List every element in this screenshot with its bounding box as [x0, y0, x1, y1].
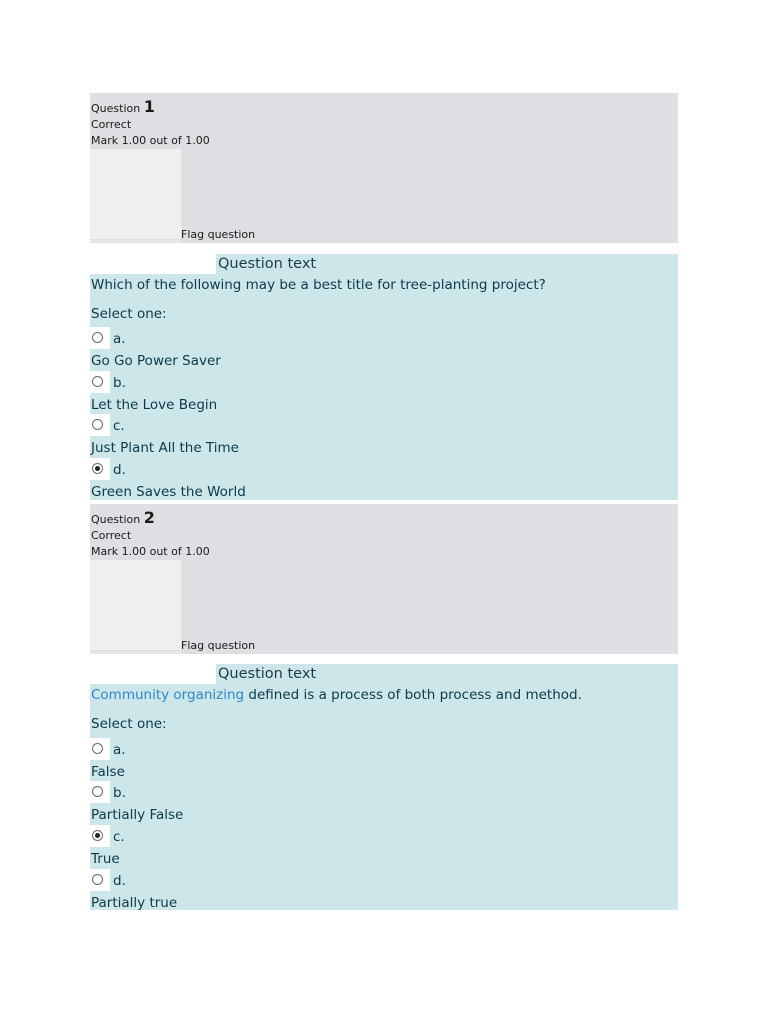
flag-icon[interactable] — [90, 560, 181, 650]
option-answer: Go Go Power Saver — [91, 353, 221, 369]
radio-wrap — [90, 738, 110, 760]
option-letter: a. — [113, 742, 126, 758]
question-label: Question — [91, 513, 141, 526]
flag-question-link[interactable]: Flag question — [181, 639, 256, 652]
option-answer: Partially true — [91, 895, 178, 911]
radio-wrap — [90, 414, 110, 436]
option-answer: Let the Love Begin — [91, 397, 218, 413]
option-letter: d. — [113, 462, 126, 478]
question-text-label: Question text — [218, 256, 317, 272]
flag-icon[interactable] — [90, 149, 181, 239]
question-2-header — [91, 510, 210, 560]
question-2-info — [90, 504, 678, 654]
radio-button[interactable] — [92, 376, 103, 387]
question-1-content — [90, 254, 678, 500]
question-mark: Mark 1.00 out of 1.00 — [91, 134, 210, 147]
option-letter: c. — [113, 418, 125, 434]
question-1-header — [91, 99, 210, 149]
option-letter: d. — [113, 873, 126, 889]
radio-wrap — [90, 371, 110, 393]
flag-divider — [90, 651, 181, 654]
radio-button[interactable] — [92, 743, 103, 754]
radio-button-checked[interactable] — [92, 463, 103, 474]
question-label: Question — [91, 102, 141, 115]
option-answer: False — [91, 764, 125, 780]
question-number: 2 — [143, 508, 155, 527]
question-status: Correct — [91, 118, 132, 131]
question-number: 1 — [143, 97, 155, 116]
question-text-spacer — [90, 254, 216, 274]
option-letter: a. — [113, 331, 126, 347]
flag-divider — [90, 240, 181, 243]
glossary-link[interactable]: Community organizing — [91, 687, 245, 703]
option-answer: Partially False — [91, 807, 184, 823]
question-text-rest: defined is a process of both process and method. — [244, 687, 582, 703]
question-text-label: Question text — [218, 666, 317, 682]
radio-button[interactable] — [92, 332, 103, 343]
radio-wrap — [90, 869, 110, 891]
radio-wrap — [90, 781, 110, 803]
question-status: Correct — [91, 529, 132, 542]
flag-question-link[interactable]: Flag question — [181, 228, 256, 241]
question-text-spacer — [90, 664, 216, 684]
question-1-info — [90, 93, 678, 243]
select-one-label: Select one: — [91, 306, 167, 322]
option-answer: Green Saves the World — [91, 484, 246, 500]
radio-wrap — [90, 825, 110, 847]
option-letter: b. — [113, 785, 126, 801]
question-text: Which of the following may be a best title for tree-planting project? — [91, 277, 546, 293]
select-one-label: Select one: — [91, 716, 167, 732]
option-letter: c. — [113, 829, 125, 845]
question-mark: Mark 1.00 out of 1.00 — [91, 545, 210, 558]
option-answer: Just Plant All the Time — [91, 440, 239, 456]
question-2-content — [90, 664, 678, 910]
radio-wrap — [90, 458, 110, 480]
option-letter: b. — [113, 375, 126, 391]
radio-button-checked[interactable] — [92, 830, 103, 841]
question-text — [91, 686, 582, 704]
option-answer: True — [91, 851, 120, 867]
radio-button[interactable] — [92, 786, 103, 797]
radio-wrap — [90, 327, 110, 349]
radio-button[interactable] — [92, 419, 103, 430]
radio-button[interactable] — [92, 874, 103, 885]
